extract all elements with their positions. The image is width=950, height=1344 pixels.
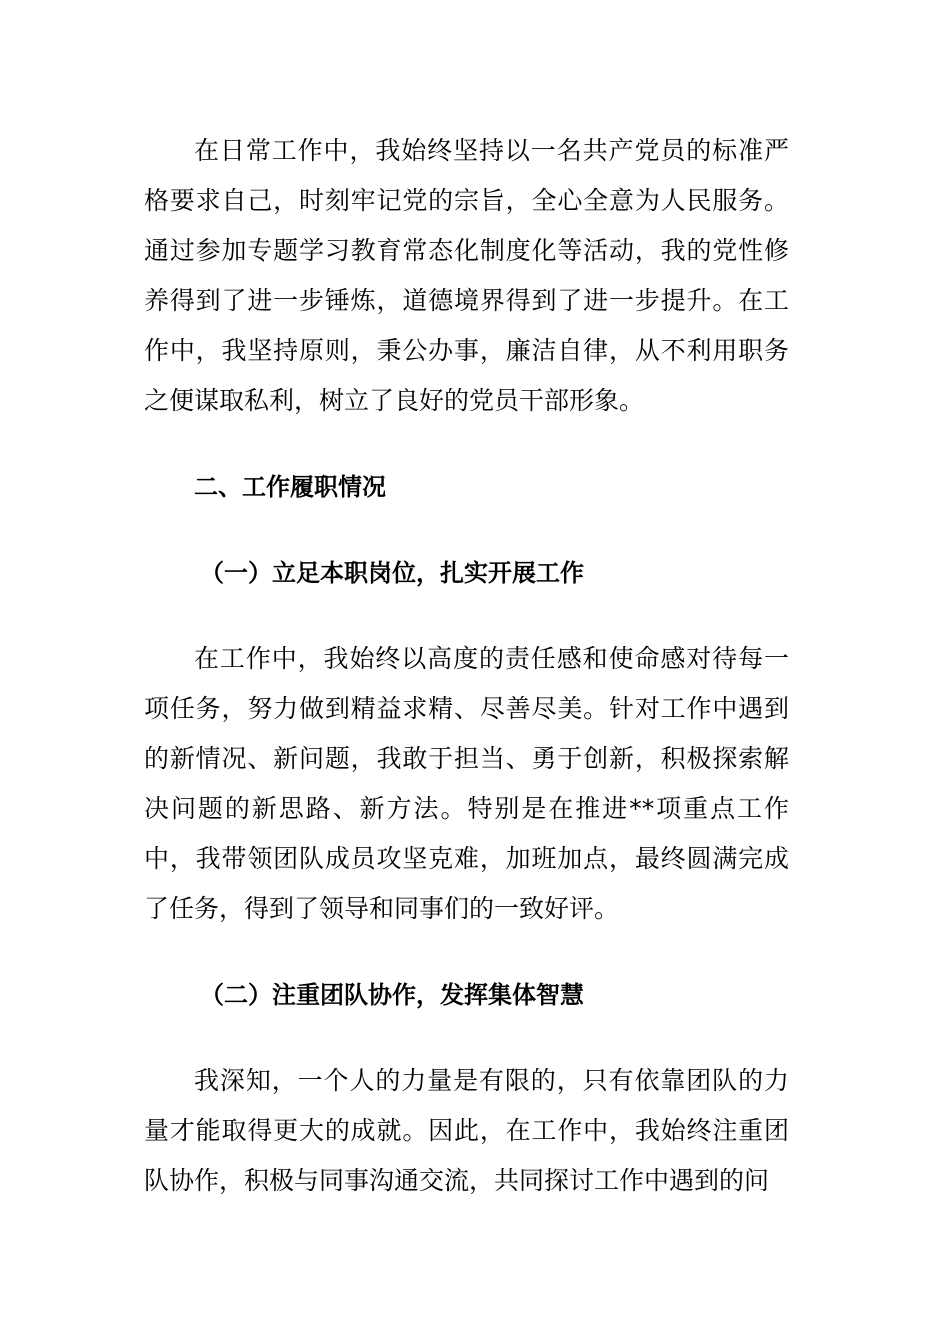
paragraph-job-duties: 在工作中，我始终以高度的责任感和使命感对待每一项任务，努力做到精益求精、尽善尽美。针对工作中遇到的新情况、新问题，我敢于担当、勇于创新，积极探索解决问题的新思路、新方法。特别是在推进**项重点工作中，我带领团队成员攻坚克难，加班加点，最终圆满完成了任务，得到了领导和同事们的一致好评。 — [144, 644, 789, 923]
document-body — [144, 126, 789, 1206]
subsection-heading-job-duties: （一）立足本职岗位，扎实开展工作 — [200, 559, 584, 587]
paragraph-party-conduct: 在日常工作中，我始终坚持以一名共产党员的标准严格要求自己，时刻牢记党的宗旨，全心全意为人民服务。通过参加专题学习教育常态化制度化等活动，我的党性修养得到了进一步锤炼，道德境界得到了进一步提升。在工作中，我坚持原则，秉公办事，廉洁自律，从不利用职务之便谋取私利，树立了良好的党员干部形象。 — [144, 136, 789, 415]
spacer — [144, 512, 789, 548]
spacer — [144, 426, 789, 462]
spacer — [144, 1020, 789, 1056]
spacer — [144, 934, 789, 970]
spacer — [144, 598, 789, 634]
section-heading-work-performance: 二、工作履职情况 — [194, 473, 386, 501]
paragraph-teamwork: 我深知，一个人的力量是有限的，只有依靠团队的力量才能取得更大的成就。因此，在工作中，我始终注重团队协作，积极与同事沟通交流，共同探讨工作中遇到的问 — [144, 1066, 789, 1195]
subsection-heading-teamwork: （二）注重团队协作，发挥集体智慧 — [200, 981, 584, 1009]
